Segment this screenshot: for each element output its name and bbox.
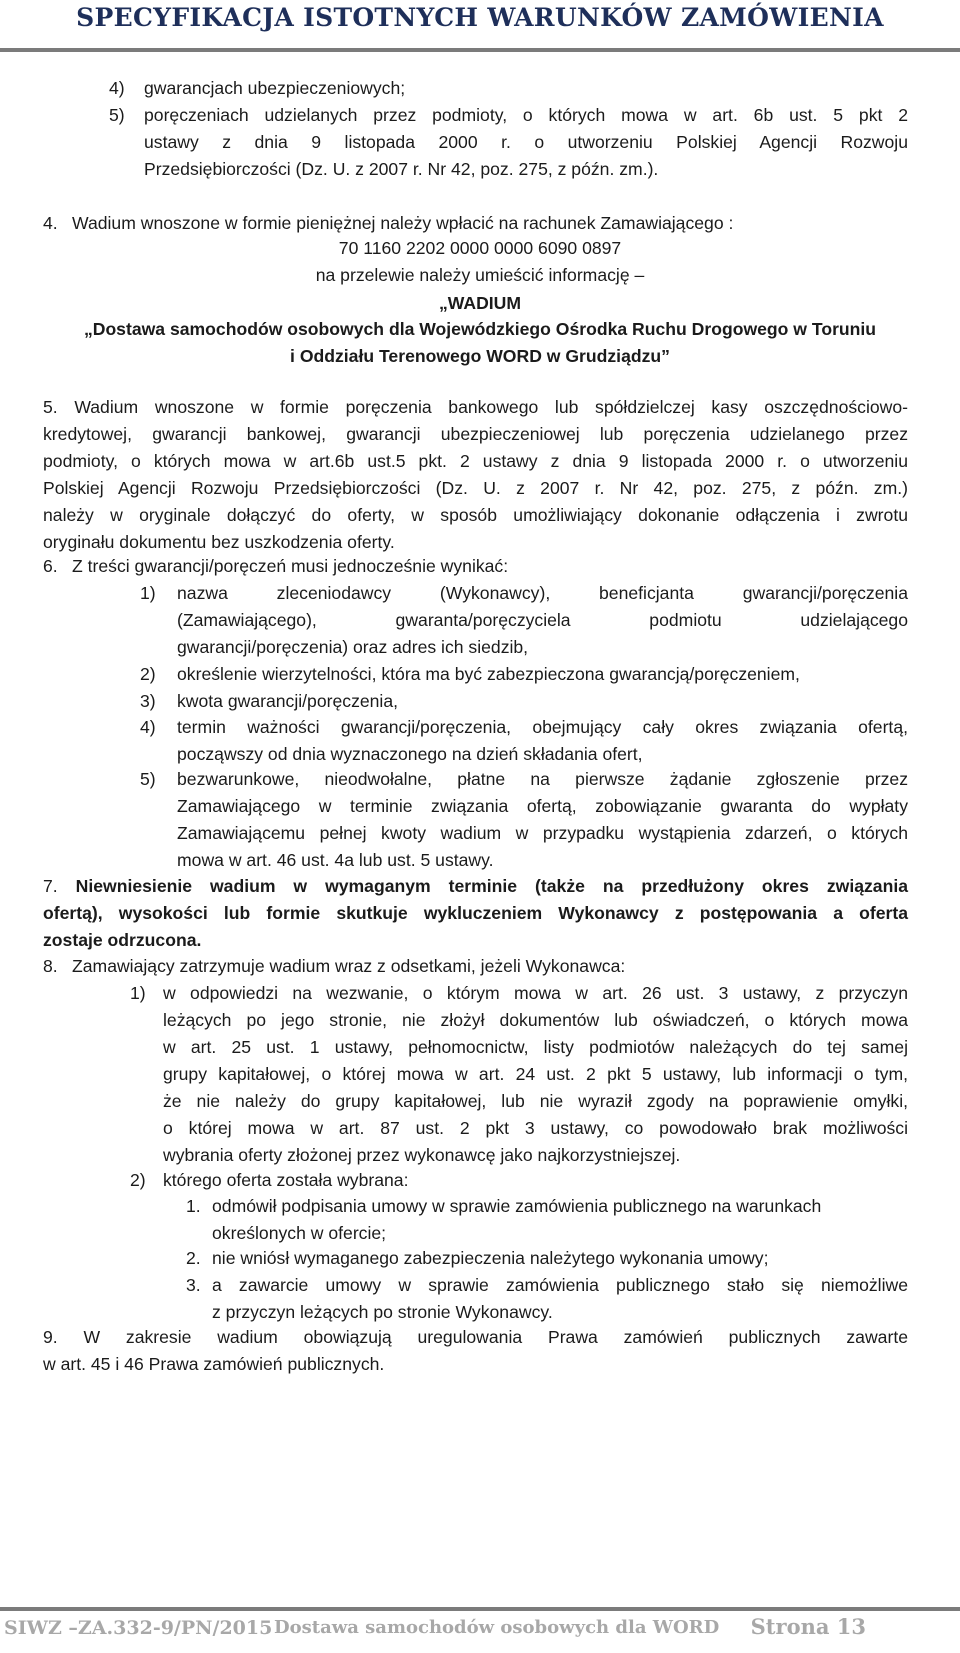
s8-sub-3-number: 3. [186,1275,201,1295]
section-9-line: w art. 45 i 46 Prawa zamówień publicznych. [43,1354,385,1374]
section-5-line: Polskiej Agencji Rozwoju Przedsiębiorczości (Dz. U. z 2007 r. Nr 42, poz. 275, z późn. zm.) [43,478,908,498]
s8-item-1-number: 1) [130,983,146,1003]
s6-item-4-number: 4) [140,717,156,737]
footer-subject: Dostawa samochodów osobowych dla WORD [274,1617,720,1638]
s8-item-1-line: o której mowa w art. 87 ust. 2 pkt 3 ustawy, co powodowało brak możliwości [163,1118,908,1138]
section-6-number: 6. [43,556,58,576]
section-5-line: oryginału dokumentu bez uszkodzenia oferty. [43,532,395,552]
s6-item-5-number: 5) [140,769,156,789]
s6-item-line: bezwarunkowe, nieodwołalne, płatne na pierwsze żądanie zgłoszenie przez [177,769,908,789]
section-5-line: 5. Wadium wnoszone w formie poręczenia bankowego lub spółdzielczej kasy oszczędnościowo- [43,397,908,417]
transfer-info: na przelewie należy umieścić informację – [315,265,645,285]
section-8-number: 8. [43,956,58,976]
bank-account-number: 70 1160 2202 0000 0000 6090 0897 [338,238,622,258]
s8-sub-1-text [212,1193,908,1247]
section-8-text: Zamawiający zatrzymuje wadium wraz z odsetkami, jeżeli Wykonawca: [72,956,626,976]
s8-sub-2-text: nie wniósł wymaganego zabezpieczenia należytego wykonania umowy; [212,1248,769,1268]
s8-sub-line: określonych w ofercie; [212,1223,387,1243]
list-item-4-text: gwarancjach ubezpieczeniowych; [144,78,406,98]
transfer-title-line-1: „Dostawa samochodów osobowych dla Wojewódzkiego Ośrodka Ruchu Drogowego w Toruniu [83,319,877,339]
s8-sub-line: z przyczyn leżących po stronie Wykonawcy. [212,1302,553,1322]
s8-item-1-line: że nie należy do grupy kapitałowej, lub nie wyraził zgody na poprawienie omyłki, [163,1091,908,1111]
s6-item-1-number: 1) [140,583,156,603]
s6-item-line: Zamawiającemu pełnej kwoty wadium w przypadku wystąpienia zdarzeń, o których [177,823,908,843]
s8-item-1-line: wybrania oferty złożonej przez wykonawcę jako najkorzystniejszej. [163,1145,681,1165]
section-7-number: 7. [43,876,58,896]
s6-item-line: począwszy od dnia wyznaczonego na dzień składania ofert, [177,744,643,764]
s8-item-1-line: leżących po jego stronie, nie złożył dokumentów lub oświadczeń, o których mowa [163,1010,908,1030]
section-7-line-1 [43,873,908,900]
section-9-text [43,1324,908,1378]
list-item-5-number: 5) [109,105,125,125]
footer-page-number: Strona 13 [750,1614,866,1639]
s6-item-4-text [177,714,908,768]
s6-item-3-number: 3) [140,691,156,711]
section-4-text: Wadium wnoszone w formie pieniężnej należy wpłacić na rachunek Zamawiającego : [72,213,734,233]
section-5-line: podmioty, o których mowa w art.6b ust.5 pkt. 2 ustawy z dnia 9 listopada 2000 r. o utworzeniu [43,451,908,471]
s6-item-line: mowa w art. 46 ust. 4a lub ust. 5 ustawy. [177,850,494,870]
s6-item-line: (Zamawiającego), gwaranta/poręczyciela podmiotu udzielającego [177,610,908,630]
section-4-number: 4. [43,213,58,233]
s8-sub-3-text [212,1272,908,1326]
s6-item-2-number: 2) [140,664,156,684]
section-5-line: kredytowej, gwarancji bankowej, gwarancji ubezpieczeniowej lub poręczenia udzielanego przez [43,424,908,444]
s8-sub-2-number: 2. [186,1248,201,1268]
section-5-text [43,394,908,556]
section-7-line: Niewniesienie wadium w wymaganym terminie (także na przedłużony okres związania [75,876,908,896]
s8-item-1-line: grupy kapitałowej, o której mowa w art. 24 ust. 2 pkt 5 ustawy, lub informacji o tym, [163,1064,908,1084]
s6-item-5-text [177,766,908,874]
s6-item-line: nazwa zleceniodawcy (Wykonawcy), beneficjanta gwarancji/poręczenia [177,583,908,603]
section-5-line: należy w oryginale dołączyć do oferty, w sposób umożliwiający dokonanie odłączenia i zwrotu [43,505,908,525]
s8-sub-line: odmówił podpisania umowy w sprawie zamówienia publicznego na warunkach [212,1196,822,1216]
list-item-4-number: 4) [109,78,125,98]
section-9-line: 9. W zakresie wadium obowiązują uregulowania Prawa zamówień publicznych zawarte [43,1327,908,1347]
list-item-5-line: ustawy z dnia 9 listopada 2000 r. o utworzeniu Polskiej Agencji Rozwoju [144,132,908,152]
section-7-line: ofertą), wysokości lub formie skutkuje wykluczeniem Wykonawcy z postępowania a oferta [43,903,908,923]
s8-item-1-line: w odpowiedzi na wezwanie, o którym mowa w art. 26 ust. 3 ustawy, z przyczyn [163,983,908,1003]
list-item-5-line: Przedsiębiorczości (Dz. U. z 2007 r. Nr 42, poz. 275, z późn. zm.). [144,159,659,179]
wadium-label: „WADIUM [438,293,522,313]
footer-reference: SIWZ –ZA.332-9/PN/2015 [4,1617,273,1639]
s6-item-line: Zamawiającego w terminie związania ofertą, zobowiązanie gwaranta do wypłaty [177,796,908,816]
list-item-5-text [144,102,908,183]
s8-sub-1-number: 1. [186,1196,201,1216]
s8-sub-line: a zawarcie umowy w sprawie zamówienia publicznego stało się niemożliwe [212,1275,908,1295]
s8-item-1-text [163,980,908,1169]
footer-divider [0,1607,960,1611]
s6-item-2-text: określenie wierzytelności, która ma być zabezpieczona gwarancją/poręczeniem, [177,664,800,684]
s8-item-2-text: którego oferta została wybrana: [163,1170,409,1190]
page-header-title: SPECYFIKACJA ISTOTNYCH WARUNKÓW ZAMÓWIENIA [76,3,884,32]
s6-item-1-text [177,580,908,661]
s6-item-line: termin ważności gwarancji/poręczenia, obejmujący cały okres związania ofertą, [177,717,908,737]
transfer-title-line-2: i Oddziału Terenowego WORD w Grudziądzu” [290,346,670,366]
section-7-line: zostaje odrzucona. [43,930,202,950]
section-6-text: Z treści gwarancji/poręczeń musi jednocześnie wynikać: [72,556,509,576]
list-item-5-line: poręczeniach udzielanych przez podmioty, o których mowa w art. 6b ust. 5 pkt 2 [144,105,908,125]
header-divider [0,48,960,52]
s8-item-1-line: w art. 25 ust. 1 ustawy, pełnomocnictw, listy podmiotów należących do tej samej [163,1037,908,1057]
s6-item-line: gwarancji/poręczenia) oraz adres ich siedzib, [177,637,529,657]
s6-item-3-text: kwota gwarancji/poręczenia, [177,691,399,711]
s8-item-2-number: 2) [130,1170,146,1190]
section-7-text [43,873,908,954]
